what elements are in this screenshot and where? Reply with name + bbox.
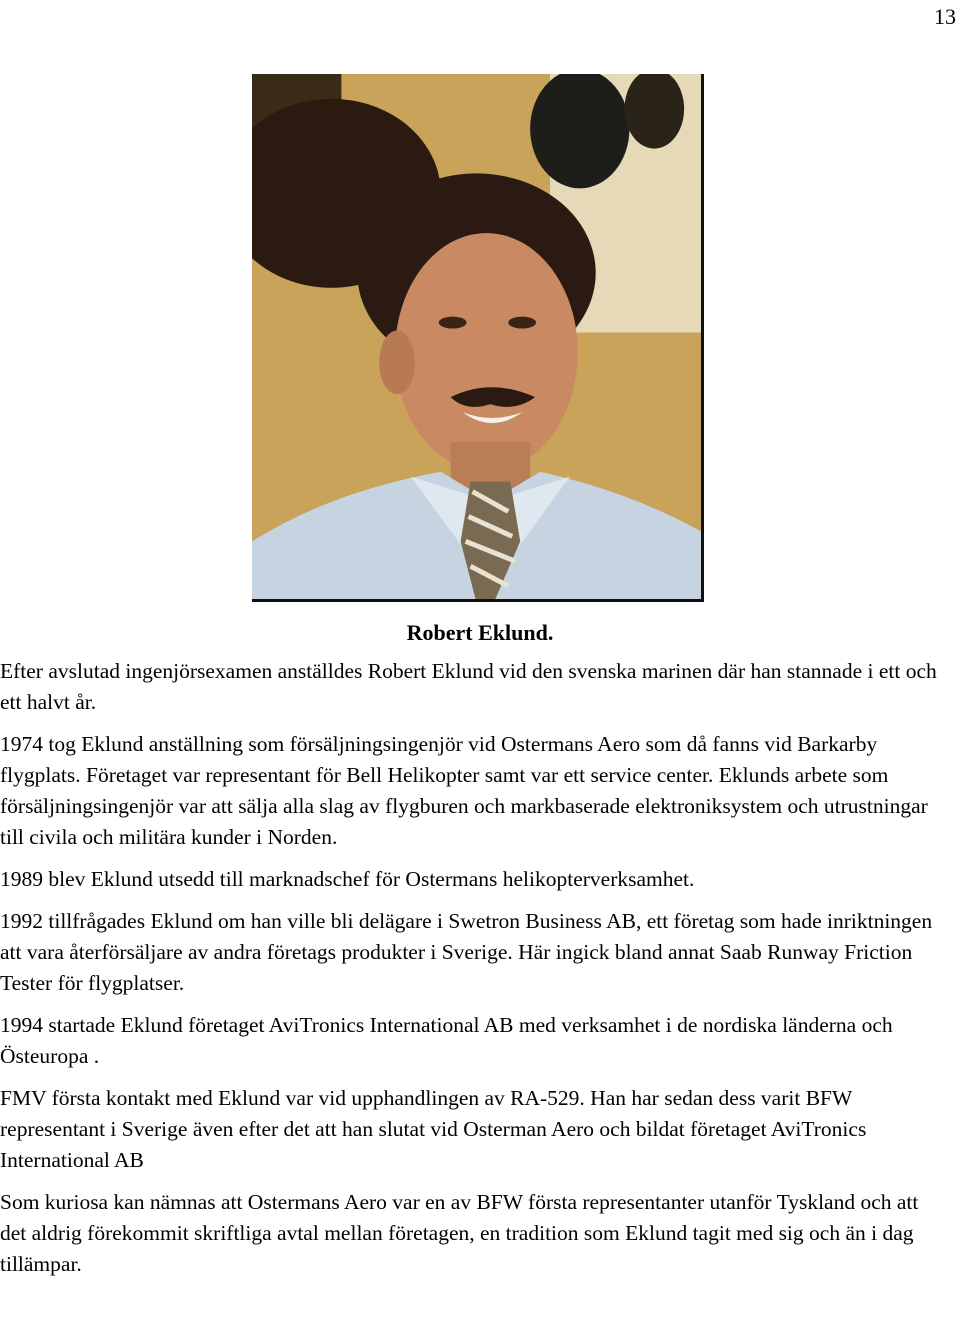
article-body [0, 656, 940, 1291]
photo-caption: Robert Eklund. [406, 620, 554, 645]
paragraph: Efter avslutad ingenjörsexamen anställdes Robert Eklund vid den svenska marinen där han stannade i ett och ett halvt år. [0, 659, 937, 714]
paragraph: 1974 tog Eklund anställning som försäljningsingenjör vid Ostermans Aero som då fanns vid Barkarby flygplats. Företaget var representant för Bell Helikopter samt var ett service center. Eklunds arbete som försäljningsingenjör var att sälja alla slag av flygburen och markbaserade elektroniksystem och utrustningar till civila och militära kunder i Norden. [0, 732, 928, 849]
paragraph: 1994 startade Eklund företaget AviTronics International AB med verksamhet i de nordiska länderna och Östeuropa . [0, 1013, 893, 1068]
paragraph: Som kuriosa kan nämnas att Ostermans Aero var en av BFW första representanter utanför Tyskland och att det aldrig förekommit skriftliga avtal mellan företagen, en tradition som Eklund tagit med sig och än i dag tillämpar. [0, 1190, 919, 1276]
paragraph: FMV första kontakt med Eklund var vid upphandlingen av RA-529. Han har sedan dess varit BFW representant i Sverige även efter det att han slutat vid Osterman Aero och bildat företaget AviTronics International AB [0, 1086, 867, 1172]
page-number: 13 [934, 4, 956, 29]
portrait-illustration [252, 74, 701, 599]
paragraph: 1989 blev Eklund utsedd till marknadschef för Ostermans helikopterverksamhet. [0, 867, 695, 891]
portrait-photo [252, 74, 704, 602]
paragraph: 1992 tillfrågades Eklund om han ville bli delägare i Swetron Business AB, ett företag som hade inriktningen att vara återförsäljare av andra företags produkter i Sverige. Här ingick bland annat Saab Runway Friction Tester för flygplatser. [0, 909, 933, 995]
